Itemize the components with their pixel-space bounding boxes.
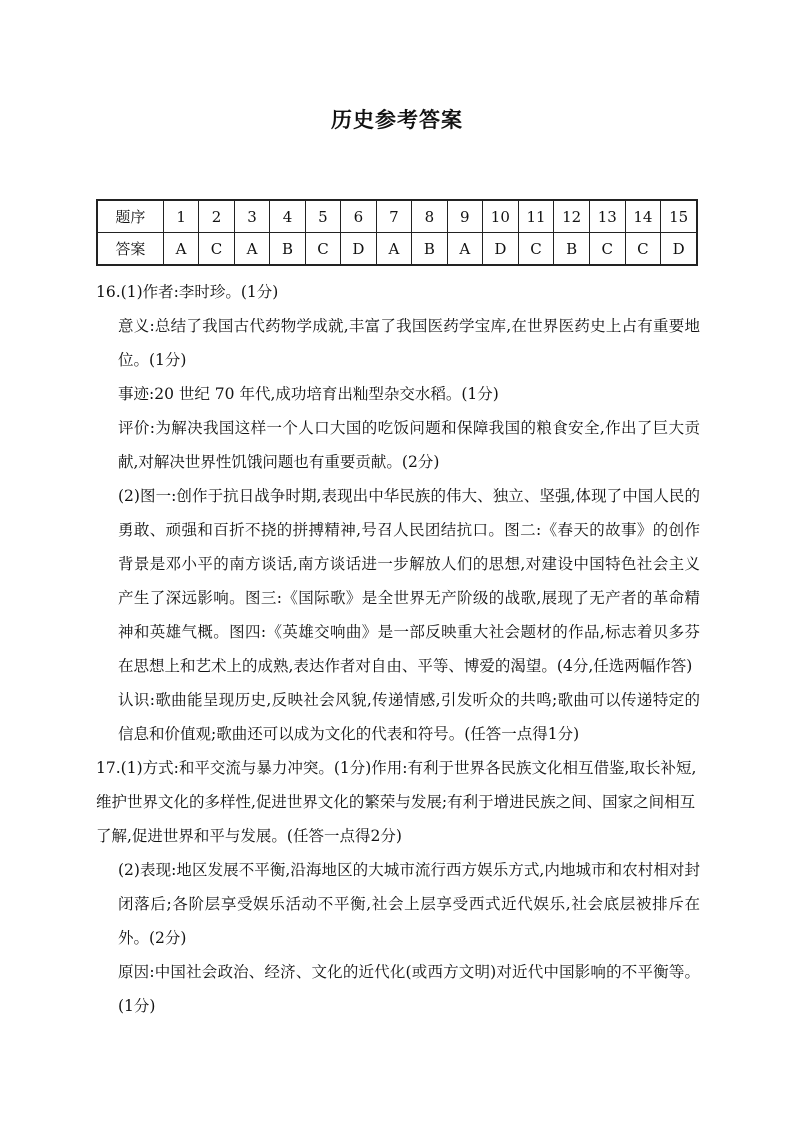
answer-cell: A bbox=[376, 233, 411, 266]
answer-cell: C bbox=[589, 233, 625, 266]
answer-cell: C bbox=[625, 233, 661, 266]
question-number-cell: 12 bbox=[554, 200, 590, 233]
page-title: 历史参考答案 bbox=[331, 108, 463, 132]
question-number-cell: 9 bbox=[447, 200, 482, 233]
question-16 bbox=[96, 275, 700, 751]
question-number-cell: 15 bbox=[661, 200, 697, 233]
q16-number: 16. bbox=[96, 283, 121, 301]
question-number-cell: 6 bbox=[341, 200, 376, 233]
row-label-question-number: 题序 bbox=[97, 200, 163, 233]
answer-cell: C bbox=[305, 233, 340, 266]
answer-cell: A bbox=[234, 233, 269, 266]
answer-cell: A bbox=[163, 233, 198, 266]
q16-deeds: 事迹:20 世纪 70 年代,成功培育出籼型杂交水稻。(1分) bbox=[118, 385, 499, 403]
question-number-cell: 4 bbox=[270, 200, 305, 233]
answer-row bbox=[97, 233, 697, 266]
question-number-cell: 3 bbox=[234, 200, 269, 233]
question-number-cell: 10 bbox=[483, 200, 519, 233]
question-17 bbox=[96, 751, 700, 1023]
q16-part2-songs: (2)图一:创作于抗日战争时期,表现出中华民族的伟大、独立、坚强,体现了中国人民的勇敢、顽强和百折不挠的拼搏精神,号召人民团结抗口。图二:《春天的故事》的创作背景是邓小平的南方谈话,南方谈话进一步解放人们的思想,对建设中国特色社会主义产生了深远影响。图三:《国际歌》是全世界无产阶级的战歌,展现了无产者的革命精神和英雄气概。图四:《英雄交响曲》是一部反映重大社会题材的作品,标志着贝多芬在思想上和艺术上的成熟,表达作者对自由、平等、博爱的渴望。(4分,任选两幅作答) bbox=[118, 487, 700, 675]
question-number-cell: 5 bbox=[305, 200, 340, 233]
answer-cell: D bbox=[341, 233, 376, 266]
answer-cell: A bbox=[447, 233, 482, 266]
question-number-cell: 1 bbox=[163, 200, 198, 233]
q16-understanding: 认识:歌曲能呈现历史,反映社会风貌,传递情感,引发听众的共鸣;歌曲可以传递特定的信息和价值观;歌曲还可以成为文化的代表和符号。(任答一点得1分) bbox=[118, 691, 700, 743]
q16-part1-author: (1)作者:李时珍。(1分) bbox=[120, 283, 279, 301]
question-number-cell: 11 bbox=[518, 200, 554, 233]
answer-cell: B bbox=[554, 233, 590, 266]
question-number-row bbox=[97, 200, 697, 233]
answer-cell: B bbox=[270, 233, 305, 266]
q17-number: 17. bbox=[96, 759, 121, 777]
answer-cell: D bbox=[483, 233, 519, 266]
row-label-answer: 答案 bbox=[97, 233, 163, 266]
q16-part1-line bbox=[96, 275, 700, 309]
answer-cell: D bbox=[661, 233, 697, 266]
question-number-cell: 13 bbox=[589, 200, 625, 233]
q16-significance: 意义:总结了我国古代药物学成就,丰富了我国医药学宝库,在世界医药史上占有重要地位。(1分) bbox=[118, 317, 700, 369]
q17-part1-methods: (1)方式:和平交流与暴力冲突。(1分)作用:有利于世界各民族文化相互借鉴,取长补短,维护世界文化的多样性,促进世界文化的繁荣与发展;有利于增进民族之间、国家之间相互了解,促进世界和平与发展。(任答一点得2分) bbox=[96, 759, 697, 845]
question-number-cell: 2 bbox=[199, 200, 234, 233]
answer-cell: B bbox=[412, 233, 447, 266]
question-number-cell: 14 bbox=[625, 200, 661, 233]
question-number-cell: 7 bbox=[376, 200, 411, 233]
answer-cell: C bbox=[518, 233, 554, 266]
q17-reason: 原因:中国社会政治、经济、文化的近代化(或西方文明)对近代中国影响的不平衡等。(1分) bbox=[118, 963, 700, 1015]
question-number-cell: 8 bbox=[412, 200, 447, 233]
answer-cell: C bbox=[199, 233, 234, 266]
q17-part2-manifestation: (2)表现:地区发展不平衡,沿海地区的大城市流行西方娱乐方式,内地城市和农村相对封闭落后;各阶层享受娱乐活动不平衡,社会上层享受西式近代娱乐,社会底层被排斥在外。(2分) bbox=[118, 861, 700, 947]
answer-content bbox=[96, 275, 700, 1023]
answer-table bbox=[96, 199, 698, 266]
q16-evaluation: 评价:为解决我国这样一个人口大国的吃饭问题和保障我国的粮食安全,作出了巨大贡献,对解决世界性饥饿问题也有重要贡献。(2分) bbox=[118, 419, 700, 471]
q17-part1-line bbox=[96, 751, 700, 853]
